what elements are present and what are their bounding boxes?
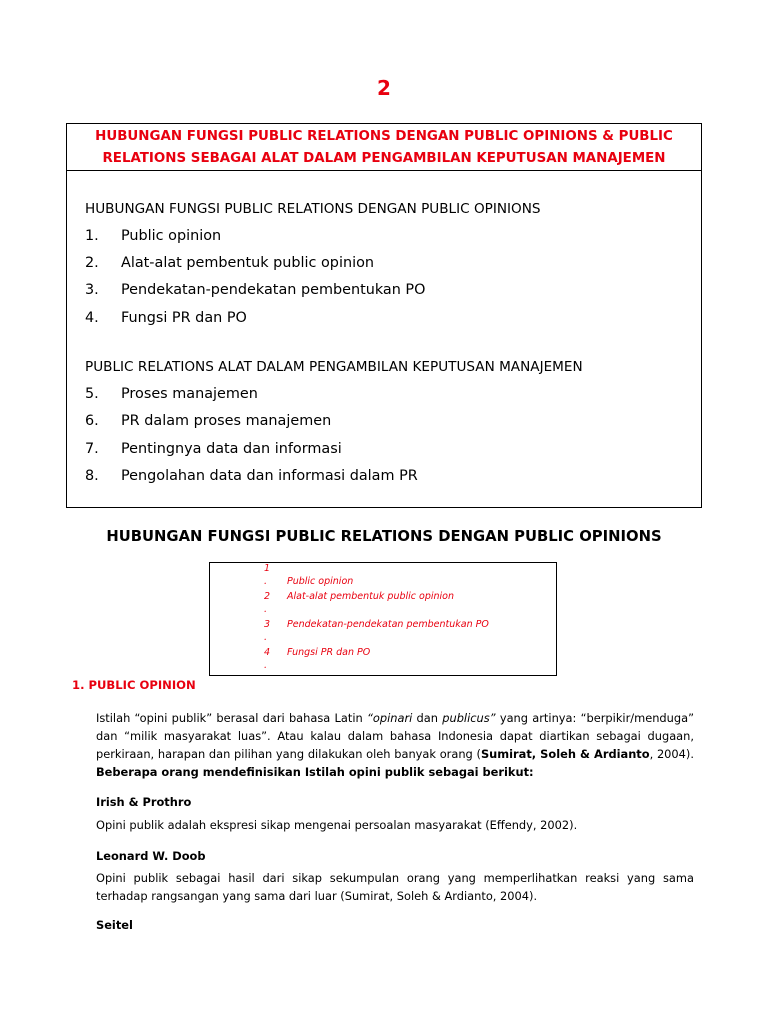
- outline-item-number: 5.: [85, 386, 99, 402]
- outline-item-number: 3.: [85, 282, 99, 298]
- intro-text: , 2004).: [649, 747, 694, 761]
- definition-author: Leonard W. Doob: [96, 849, 206, 863]
- sub-item-text: Public opinion: [287, 576, 354, 587]
- outline-item-text: Proses manajemen: [121, 386, 258, 402]
- outline-item-text: Public opinion: [121, 228, 222, 244]
- outline-box: [66, 123, 702, 508]
- outline-item-text: Pendekatan-pendekatan pembentukan PO: [121, 282, 426, 298]
- sub-item-text: Fungsi PR dan PO: [287, 647, 371, 658]
- sub-item-dot: .: [264, 632, 268, 643]
- outline-item-number: 4.: [85, 310, 99, 326]
- main-heading: HUBUNGAN FUNGSI PUBLIC RELATIONS DENGAN PUBLIC OPINIONS: [106, 528, 662, 545]
- sub-item-dot: .: [264, 604, 268, 615]
- definition-text: Opini publik adalah ekspresi sikap mengenai persoalan masyarakat (Effendy, 2002).: [96, 818, 578, 832]
- outline-title-line-2: RELATIONS SEBAGAI ALAT DALAM PENGAMBILAN KEPUTUSAN MANAJEMEN: [102, 151, 666, 166]
- outline-item-text: Pentingnya data dan informasi: [121, 441, 342, 457]
- outline-section-2-heading: PUBLIC RELATIONS ALAT DALAM PENGAMBILAN KEPUTUSAN MANAJEMEN: [85, 359, 583, 375]
- latin-term-opinari: “opinari: [366, 711, 413, 725]
- sub-item-text: Pendekatan-pendekatan pembentukan PO: [287, 619, 489, 630]
- chapter-number: 2: [377, 76, 391, 100]
- intro-text: dan: [412, 711, 443, 725]
- definition-author: Irish & Prothro: [96, 795, 192, 809]
- outline-item-number: 7.: [85, 441, 99, 457]
- sub-item-text: Alat-alat pembentuk public opinion: [287, 591, 455, 602]
- outline-item-text: PR dalam proses manajemen: [121, 413, 332, 429]
- latin-term-publicus: publicus”: [442, 711, 496, 725]
- sub-item-number: 1: [264, 563, 271, 574]
- sub-outline-box: [209, 562, 557, 676]
- definition-text: Opini publik sebagai hasil dari sikap sekumpulan orang yang memperlihatkan reaksi yang sama terhadap rangsangan yang sama dari luar (Sumirat, Soleh & Ardianto, 2004).: [96, 871, 694, 903]
- outline-item-number: 2.: [85, 255, 99, 271]
- outline-title-line-1: HUBUNGAN FUNGSI PUBLIC RELATIONS DENGAN PUBLIC OPINIONS & PUBLIC: [95, 129, 673, 144]
- outline-item-text: Pengolahan data dan informasi dalam PR: [121, 468, 418, 484]
- outline-item-number: 6.: [85, 413, 99, 429]
- sub-item-number: 3: [264, 619, 271, 630]
- sub-item-number: 2: [264, 591, 271, 602]
- section-title: 1. PUBLIC OPINION: [72, 678, 196, 692]
- intro-text: yang artinya: “berpikir/menduga” dan “milik masyarakat luas”. Atau kalau dalam bahasa Indonesia dapat diartikan sebagai dugaan, perkiraan, harapan dan pilihan yang dilakukan oleh banyak orang (: [96, 711, 694, 761]
- sub-item-number: 4: [264, 647, 271, 658]
- sub-item-dot: .: [264, 576, 268, 587]
- outline-item-text: Alat-alat pembentuk public opinion: [121, 255, 374, 271]
- outline-item-number: 1.: [85, 228, 99, 244]
- outline-item-number: 8.: [85, 468, 99, 484]
- intro-paragraph: [96, 709, 694, 781]
- citation: Sumirat, Soleh & Ardianto: [480, 747, 650, 761]
- intro-bold-sentence: Beberapa orang mendefinisikan Istilah opini publik sebagai berikut:: [96, 765, 534, 779]
- sub-item-dot: .: [264, 660, 268, 671]
- intro-text: Istilah “opini publik” berasal dari bahasa Latin: [96, 711, 367, 725]
- outline-box-title: [67, 124, 701, 171]
- outline-section-1-heading: HUBUNGAN FUNGSI PUBLIC RELATIONS DENGAN PUBLIC OPINIONS: [85, 201, 541, 217]
- outline-item-text: Fungsi PR dan PO: [121, 310, 247, 326]
- definition-author: Seitel: [96, 918, 133, 932]
